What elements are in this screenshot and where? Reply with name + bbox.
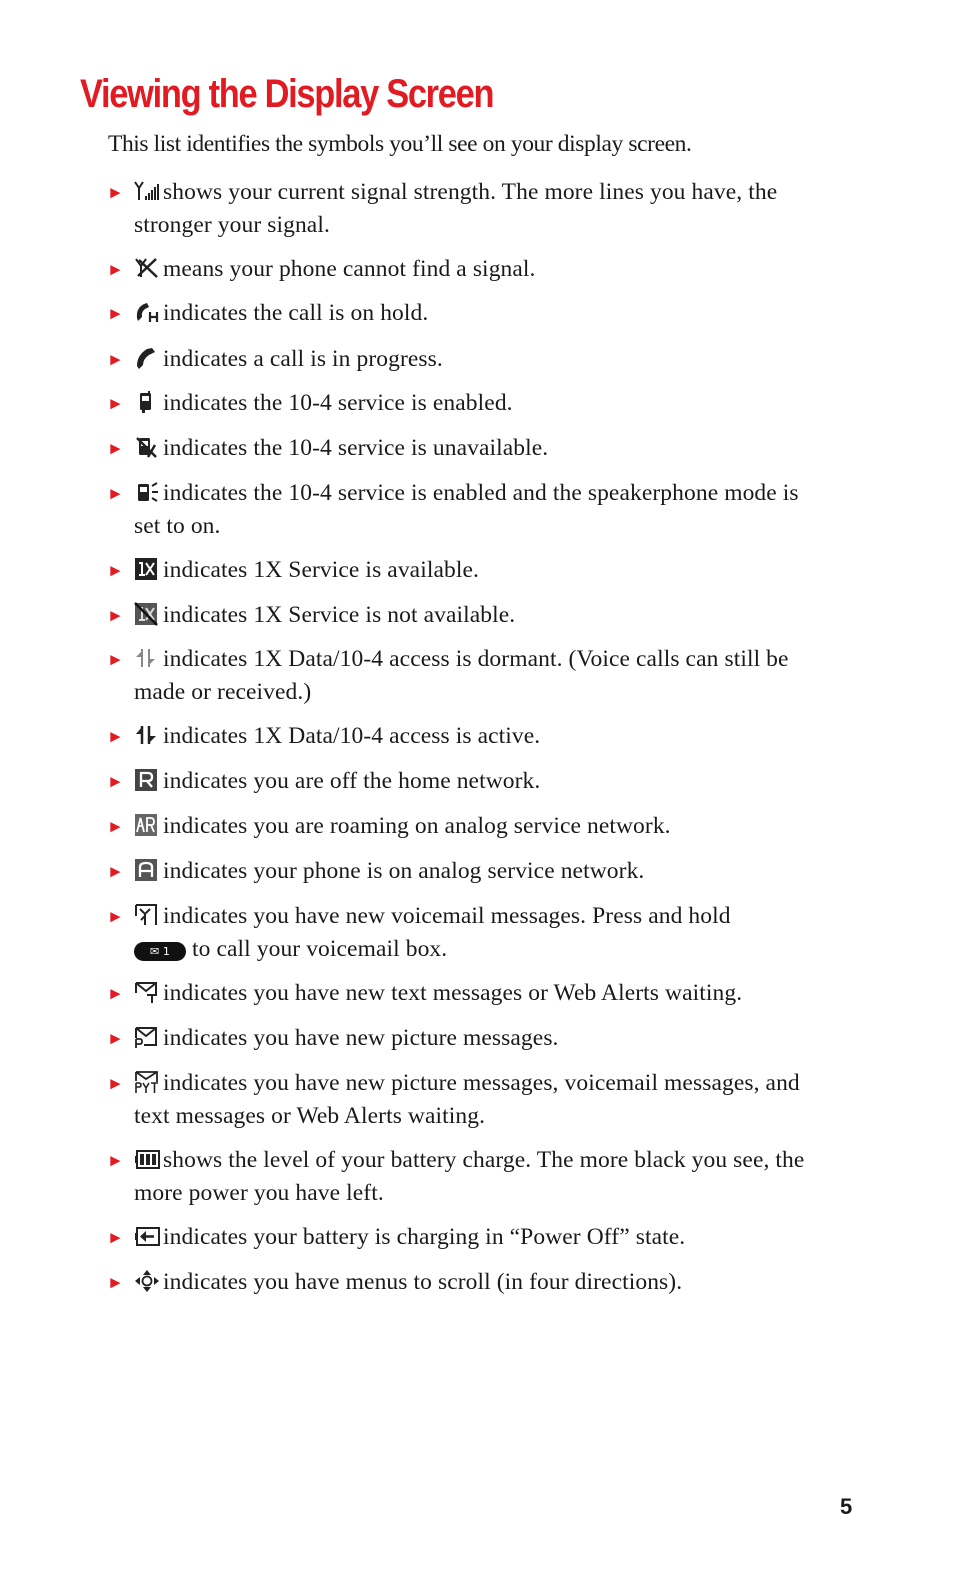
ten-four-enabled-icon xyxy=(134,390,160,414)
analog-roaming-icon xyxy=(134,813,160,837)
intro-text: This list identifies the symbols you’ll see on your display screen. xyxy=(108,131,692,157)
list-item: ► indicates 1X Data/10-4 access is dormant. (Voice calls can still be made or received.) xyxy=(107,643,827,709)
bullet-arrow-icon: ► xyxy=(107,650,124,669)
bullet-arrow-icon: ► xyxy=(107,727,124,746)
list-item: ► indicates 1X Service is available. xyxy=(107,554,827,587)
call-in-progress-icon xyxy=(134,346,160,370)
text-message-icon xyxy=(134,980,160,1004)
list-item: ► indicates you are roaming on analog service network. xyxy=(107,810,827,843)
list-item: ► indicates you have new text messages or Web Alerts waiting. xyxy=(107,977,827,1010)
bullet-arrow-icon: ► xyxy=(107,304,124,323)
list-item: ► indicates you have menus to scroll (in four directions). xyxy=(107,1266,827,1299)
bullet-arrow-icon: ► xyxy=(107,817,124,836)
list-item: ► means your phone cannot find a signal. xyxy=(107,253,827,286)
page-number: 5 xyxy=(840,1494,853,1519)
list-item: ► indicates your battery is charging in “Power Off” state. xyxy=(107,1221,827,1254)
ten-four-unavailable-icon xyxy=(134,435,160,459)
list-item: ► indicates the 10-4 service is enabled. xyxy=(107,387,827,420)
bullet-arrow-icon: ► xyxy=(107,1273,124,1292)
bullet-arrow-icon: ► xyxy=(107,984,124,1003)
bullet-arrow-icon: ► xyxy=(107,561,124,580)
bullet-arrow-icon: ► xyxy=(107,1029,124,1048)
all-messages-icon xyxy=(134,1070,160,1094)
no-signal-icon xyxy=(134,256,160,280)
bullet-arrow-icon: ► xyxy=(107,183,124,202)
1x-unavailable-icon xyxy=(134,602,160,626)
bullet-arrow-icon: ► xyxy=(107,1228,124,1247)
ten-four-speakerphone-icon xyxy=(134,480,160,504)
data-active-icon xyxy=(134,723,160,747)
1x-available-icon xyxy=(134,557,160,581)
bullet-arrow-icon: ► xyxy=(107,907,124,926)
bullet-arrow-icon: ► xyxy=(107,260,124,279)
list-item: ► indicates a call is in progress. xyxy=(107,343,827,376)
signal-strength-icon xyxy=(134,179,160,203)
list-item: ► shows the level of your battery charge. The more black you see, the more power you have left. xyxy=(107,1144,827,1210)
bullet-arrow-icon: ► xyxy=(107,394,124,413)
list-item: ► indicates you have new voicemail messages. Press and hold ✉ 1 to call your voicemail box. xyxy=(107,900,827,966)
list-item: ► indicates your phone is on analog service network. xyxy=(107,855,827,888)
scroll-directions-icon xyxy=(134,1269,160,1293)
analog-icon xyxy=(134,858,160,882)
roaming-icon xyxy=(134,768,160,792)
list-item: ► indicates you have new picture messages. xyxy=(107,1022,827,1055)
voicemail-key-icon: ✉ 1 xyxy=(134,942,186,961)
bullet-arrow-icon: ► xyxy=(107,862,124,881)
bullet-arrow-icon: ► xyxy=(107,772,124,791)
list-item: ► shows your current signal strength. The more lines you have, the stronger your signal. xyxy=(107,176,827,242)
list-item: ► indicates 1X Service is not available. xyxy=(107,599,827,632)
call-on-hold-icon xyxy=(134,300,160,324)
battery-charging-icon xyxy=(134,1224,160,1248)
bullet-arrow-icon: ► xyxy=(107,1151,124,1170)
list-item: ► indicates the 10-4 service is enabled and the speakerphone mode is set to on. xyxy=(107,477,827,543)
bullet-arrow-icon: ► xyxy=(107,484,124,503)
list-item: ► indicates the 10-4 service is unavailable. xyxy=(107,432,827,465)
bullet-arrow-icon: ► xyxy=(107,606,124,625)
page-title: Viewing the Display Screen xyxy=(80,72,494,116)
bullet-arrow-icon: ► xyxy=(107,1074,124,1093)
bullet-arrow-icon: ► xyxy=(107,350,124,369)
picture-message-icon xyxy=(134,1025,160,1049)
list-item: ► indicates 1X Data/10-4 access is active. xyxy=(107,720,827,753)
list-item: ► indicates you have new picture messages, voicemail messages, and text messages or Web Alerts waiting. xyxy=(107,1067,827,1133)
bullet-arrow-icon: ► xyxy=(107,439,124,458)
list-item: ► indicates you are off the home network. xyxy=(107,765,827,798)
data-dormant-icon xyxy=(134,646,160,670)
battery-icon xyxy=(134,1147,160,1171)
list-item: ► indicates the call is on hold. xyxy=(107,297,827,330)
voicemail-icon xyxy=(134,903,160,927)
